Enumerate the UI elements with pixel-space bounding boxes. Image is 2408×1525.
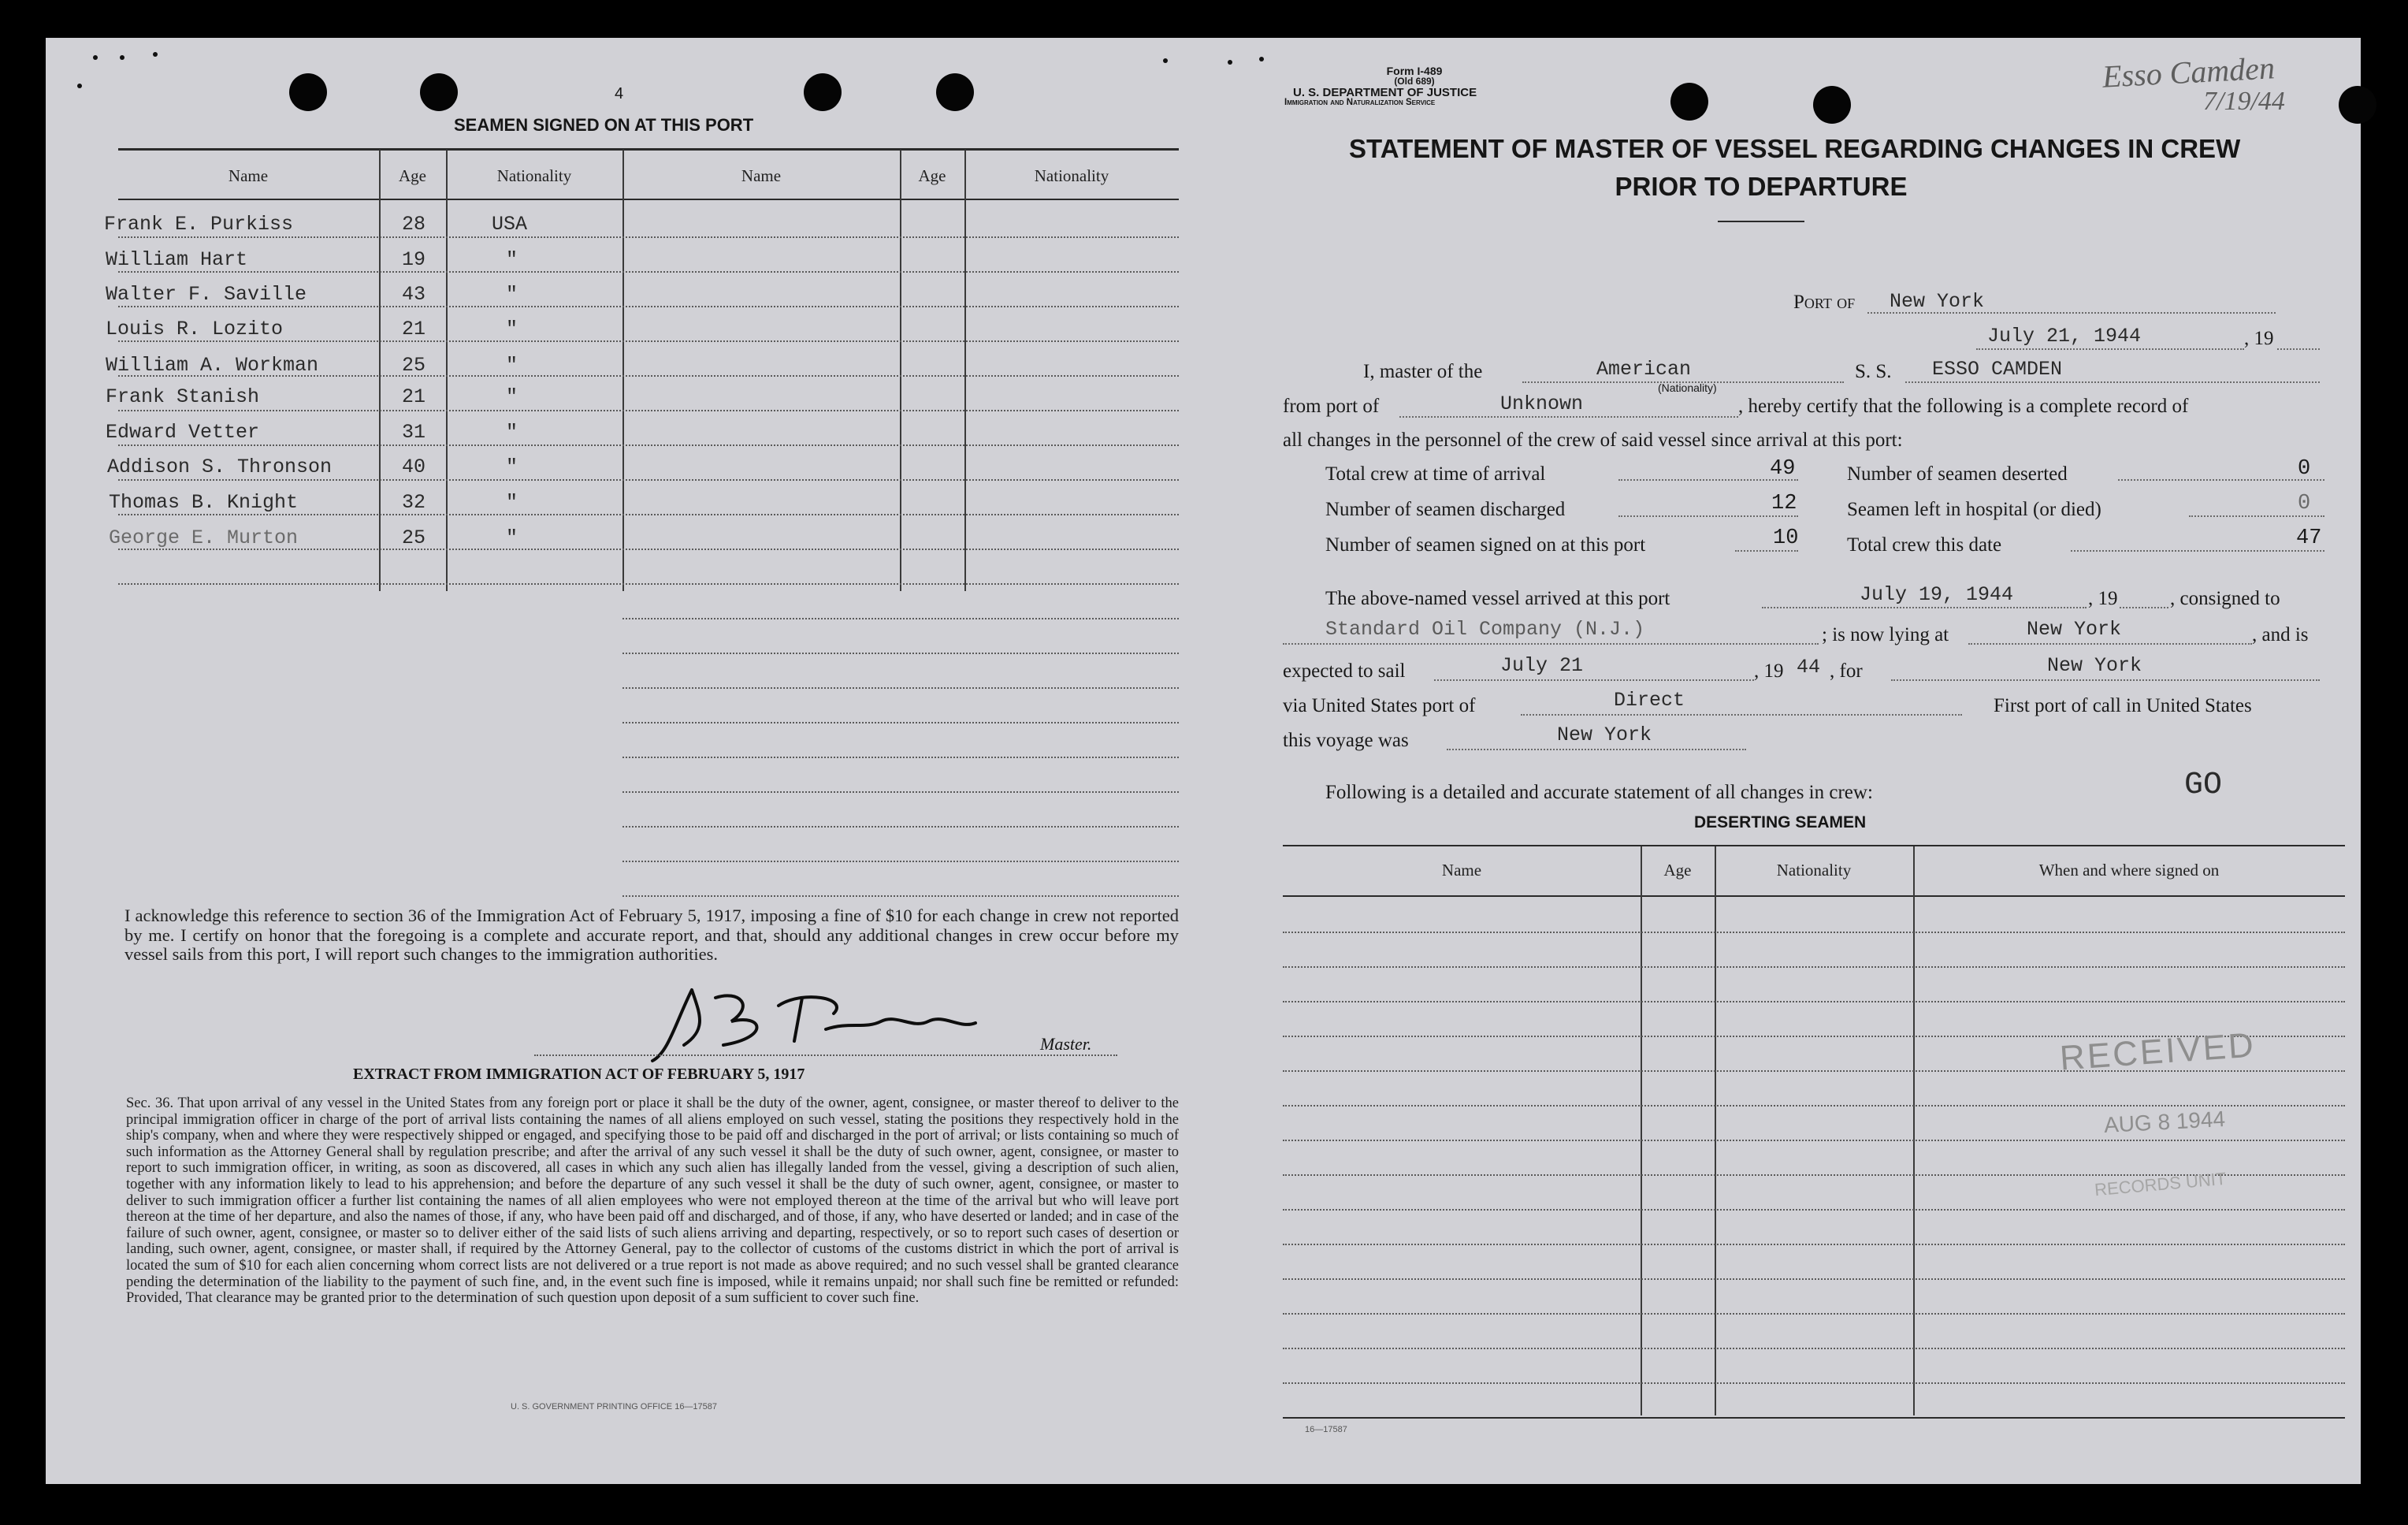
desert-col-nationality: Nationality [1776, 861, 1852, 880]
seaman-nationality: " [506, 421, 518, 444]
col-divider [900, 150, 901, 591]
extract-title: EXTRACT FROM IMMIGRATION ACT OF FEBRUARY 5, 1917 [353, 1066, 805, 1083]
first-port-label: First port of call in United States [1994, 695, 2252, 716]
from-port-value: Unknown [1500, 392, 1584, 415]
service-name: Immigration and Naturalization Service [1284, 98, 1436, 107]
row-rule [622, 722, 1179, 723]
port-of-value: New York [1890, 290, 1985, 313]
received-stamp-date: AUG 8 1944 [2103, 1106, 2226, 1138]
acknowledgement-text: I acknowledge this reference to section 36 of the Immigration Act of February 5, 1917, imposing a fine of $10 for each change in crew not reported by me. I certify on honor that the foregoing is a complete and accurate report, and that, should any additional changes in crew occur before my vessel sails from this port, I will report such changes to the immigration authorities. [124, 906, 1179, 964]
stat-value-discharged: 12 [1771, 492, 1797, 515]
row-rule [1283, 1001, 2345, 1002]
nationality-value: American [1596, 358, 1692, 381]
expected-leader [1434, 679, 1754, 681]
col-header-nationality-2: Nationality [1034, 166, 1109, 185]
department-name: U. S. DEPARTMENT OF JUSTICE [1293, 86, 1477, 99]
seaman-nationality: " [506, 456, 518, 478]
seaman-name: William Hart [106, 248, 248, 271]
following-text: Following is a detailed and accurate statement of all changes in crew: [1325, 782, 1873, 803]
port-of-label: Port of [1793, 292, 1856, 313]
stat-label-discharged: Number of seamen discharged [1325, 499, 1566, 520]
row-rule [118, 514, 1179, 515]
arrived-year-leader [2120, 607, 2168, 608]
punch-hole [420, 73, 458, 111]
date-suffix: , 19 [2244, 328, 2274, 349]
for-label: , for [1830, 660, 1863, 682]
row-rule [118, 479, 1179, 481]
signature-line [534, 1054, 1117, 1056]
row-rule [1283, 966, 2345, 968]
col-header-age: Age [399, 166, 426, 185]
form-old-number: (Old 689) [1394, 76, 1435, 87]
this-voyage-value: New York [1557, 723, 1652, 746]
row-rule [622, 791, 1179, 793]
expected-label: expected to sail [1283, 660, 1406, 682]
lying-value: New York [2027, 618, 2122, 641]
col-header-age-2: Age [918, 166, 946, 185]
all-changes-text: all changes in the personnel of the crew of said vessel since arrival at this port: [1283, 430, 1903, 451]
col-header-nationality: Nationality [496, 166, 572, 185]
seaman-age: 25 [402, 526, 426, 549]
seaman-name: Frank E. Purkiss [104, 213, 294, 236]
form-title-line2: PRIOR TO DEPARTURE [1615, 172, 1908, 201]
received-stamp: RECEIVED [2058, 1025, 2258, 1078]
stat-label-total-crew: Total crew this date [1847, 534, 2002, 556]
date-year-leader [2277, 348, 2320, 350]
stat-label-signed-on: Number of seamen signed on at this port [1325, 534, 1646, 556]
via-label: via United States port of [1283, 695, 1476, 716]
row-rule [622, 687, 1179, 689]
row-rule [1283, 1278, 2345, 1280]
punch-hole [936, 73, 974, 111]
seaman-name: George E. Murton [109, 526, 299, 549]
row-rule [118, 444, 1179, 446]
stat-value-hospital: 0 [2298, 492, 2311, 515]
page-number: 4 [615, 85, 624, 102]
col-divider [964, 150, 966, 591]
seaman-age: 25 [402, 354, 426, 377]
handwritten-date: 7/19/44 [2203, 87, 2285, 116]
row-rule [622, 895, 1179, 897]
row-rule [118, 306, 1179, 307]
stat-leader [1618, 515, 1798, 517]
form-title-line1: STATEMENT OF MASTER OF VESSEL REGARDING CHANGES IN CREW [1349, 134, 2241, 163]
seaman-nationality: " [506, 385, 518, 408]
expected-value: July 21 [1500, 654, 1584, 677]
row-rule [622, 757, 1179, 758]
row-rule [1283, 1382, 2345, 1384]
deserting-header-rule [1283, 895, 2345, 897]
row-rule [1283, 1140, 2345, 1141]
stat-label-hospital: Seamen left in hospital (or died) [1847, 499, 2101, 520]
col-divider [622, 150, 624, 591]
ss-leader [1905, 381, 2320, 383]
row-rule [1283, 1209, 2345, 1211]
row-rule [622, 826, 1179, 828]
table-header-rule [118, 199, 1179, 200]
speck [1259, 57, 1264, 61]
speck [153, 52, 158, 57]
stat-leader [2189, 515, 2324, 517]
seaman-nationality: " [506, 491, 518, 514]
seaman-nationality: USA [492, 213, 528, 236]
date-value: July 21, 1944 [1987, 325, 2142, 348]
seaman-nationality: " [506, 354, 518, 377]
master-of-label: I, master of the [1363, 361, 1483, 382]
nationality-caption: (Nationality) [1658, 381, 1717, 394]
deserting-top-rule [1283, 845, 2345, 846]
handwritten-note: Esso Camden [2101, 50, 2276, 95]
received-stamp-unit: RECORDS UNIT [2094, 1168, 2228, 1200]
col-divider [379, 150, 381, 591]
punch-hole [289, 73, 327, 111]
row-rule [1283, 1070, 2345, 1072]
row-rule [118, 340, 1179, 342]
stat-leader [2071, 550, 2324, 552]
arrived-leader [1762, 607, 2087, 608]
seaman-name: Edward Vetter [106, 421, 260, 444]
col-divider [446, 150, 448, 591]
and-is-label: , and is [2252, 624, 2309, 645]
seaman-name: William A. Workman [106, 354, 319, 377]
printer-imprint: U. S. GOVERNMENT PRINTING OFFICE 16—17587 [511, 1402, 718, 1412]
stat-label-total-arrival: Total crew at time of arrival [1325, 463, 1546, 485]
lying-leader [1968, 643, 2252, 645]
row-rule [1283, 1105, 2345, 1107]
seamen-section-title: SEAMEN SIGNED ON AT THIS PORT [454, 115, 754, 135]
extract-text: Sec. 36. That upon arrival of any vessel in the United States from any foreign port or place it shall be the duty of the owner, agent, consignee, or master thereof to deliver to the principal immigration officer in charge of the port of arrival lists containing the names of all aliens employed on such vessel, stating the positions they respectively hold in the ship's company, when and where they were respectively shipped or engaged, and specifying those to be paid off and discharged in the port of arrival; or lists containing so much of such information as the Attorney General shall by regulation prescribe; and after the arrival of any such vessel it shall be the duty of such owner, agent, consignee, or master to report to such immigration officer, in writing, as soon as discovered, all cases in which any such alien has illegally landed from the vessel, giving a description of such alien, together with any information likely to lead to his apprehension; and before the departure of any such vessel it shall be the duty of such owner, agent, consignee, or master to deliver to such immigration officer a further list containing the names of all alien employees who were not employed thereon at the time of the arrival but who will leave port thereon at the time of her departure, and also the names of those, if any, who have been paid off and discharged, and of those, if any, who have deserted or landed; and in case of the failure of such owner, agent, consignee, or master so to deliver either of the said lists of such aliens arriving and departing, respectively, or so to report such cases of desertion or landing, such owner, agent, consignee, or master shall, if required by the Attorney General, pay to the collector of customs of the customs district in which the port of arrival is located the sum of $10 for each alien concerning whom correct lists are not delivered or a true report is not made as above required; and no such vessel shall be granted clearance pending the determination of the liability to the payment of such fine, and, in the event such fine is imposed, while it remains unpaid; nor shall such fine be remitted or refunded: Provided, That clearance may be granted prior to the determination of such question upon deposit of a sum sufficient to cover such fine. [126, 1095, 1179, 1307]
handwritten-code: GO [2184, 768, 2223, 803]
via-leader [1521, 714, 1962, 716]
arrived-19: , 19 [2088, 588, 2118, 609]
master-label: Master. [1040, 1034, 1092, 1054]
punch-hole [1670, 83, 1708, 121]
seaman-age: 31 [402, 421, 426, 444]
row-rule [118, 236, 1179, 238]
from-port-leader [1399, 416, 1738, 418]
punch-hole [1813, 86, 1851, 124]
expected-19: , 19 [1754, 660, 1784, 682]
seaman-age: 40 [402, 456, 426, 478]
col-header-name-2: Name [741, 166, 782, 185]
from-port-label: from port of [1283, 396, 1380, 417]
speck [93, 55, 98, 60]
seaman-name: Frank Stanish [106, 385, 260, 408]
seaman-nationality: " [506, 283, 518, 306]
seaman-name: Louis R. Lozito [106, 318, 284, 340]
row-rule [622, 653, 1179, 654]
row-rule [622, 861, 1179, 862]
ss-value: ESSO CAMDEN [1932, 358, 2063, 381]
seaman-age: 43 [402, 283, 426, 306]
row-rule [1283, 1313, 2345, 1315]
date-leader [1976, 348, 2244, 350]
stat-value-total-crew: 47 [2296, 526, 2322, 550]
seaman-name: Walter F. Saville [106, 283, 307, 306]
deserting-title: DESERTING SEAMEN [1694, 813, 1867, 831]
consigned-label: , consigned to [2170, 588, 2280, 609]
row-rule [118, 583, 1179, 585]
seaman-age: 28 [402, 213, 426, 236]
certify-text: , hereby certify that the following is a complete record of [1738, 396, 2189, 417]
for-leader [1891, 679, 2320, 681]
title-underline [1718, 221, 1804, 222]
row-rule [1283, 1348, 2345, 1349]
desert-col-age: Age [1663, 861, 1692, 880]
for-value: New York [2047, 654, 2142, 677]
row-rule [1283, 932, 2345, 933]
seaman-name: Thomas B. Knight [109, 491, 299, 514]
via-value: Direct [1614, 689, 1685, 712]
desert-col-when-where: When and where signed on [2038, 861, 2220, 880]
stat-value-total-arrival: 49 [1770, 457, 1796, 481]
seaman-name: Addison S. Thronson [107, 456, 333, 478]
consignee-value: Standard Oil Company (N.J.) [1325, 618, 1645, 641]
table-top-rule [118, 148, 1179, 151]
seaman-nationality: " [506, 248, 518, 271]
row-rule [118, 410, 1179, 411]
stat-value-deserted: 0 [2298, 457, 2311, 481]
stat-value-signed-on: 10 [1773, 526, 1799, 550]
expected-year: 44 [1797, 656, 1821, 679]
speck [1163, 58, 1168, 63]
form-number: Form I-489 [1386, 65, 1443, 77]
speck [1228, 60, 1232, 65]
lying-label: ; is now lying at [1822, 624, 1949, 645]
seaman-age: 19 [402, 248, 426, 271]
this-voyage-leader [1447, 749, 1746, 750]
arrived-value: July 19, 1944 [1860, 583, 2014, 606]
seaman-age: 32 [402, 491, 426, 514]
col-header-name: Name [228, 166, 269, 185]
desert-col-name: Name [1441, 861, 1482, 880]
speck [120, 55, 124, 60]
row-rule [118, 271, 1179, 273]
stat-leader [1735, 550, 1798, 552]
ss-label: S. S. [1855, 361, 1892, 382]
consignee-leader [1283, 643, 1819, 645]
seaman-nationality: " [506, 526, 518, 549]
deserting-bottom-rule [1283, 1417, 2345, 1419]
this-voyage-label: this voyage was [1283, 730, 1409, 751]
seaman-nationality: " [506, 318, 518, 340]
arrived-label: The above-named vessel arrived at this port [1325, 588, 1670, 609]
punch-hole [2339, 86, 2376, 124]
speck [77, 84, 82, 88]
punch-hole [804, 73, 842, 111]
row-rule [1283, 1244, 2345, 1245]
seaman-age: 21 [402, 385, 426, 408]
stat-leader [2118, 479, 2324, 481]
stat-label-deserted: Number of seamen deserted [1847, 463, 2068, 485]
form-sheet [46, 38, 2361, 1484]
footer-code: 16—17587 [1305, 1425, 1347, 1434]
row-rule [622, 618, 1179, 619]
seaman-age: 21 [402, 318, 426, 340]
